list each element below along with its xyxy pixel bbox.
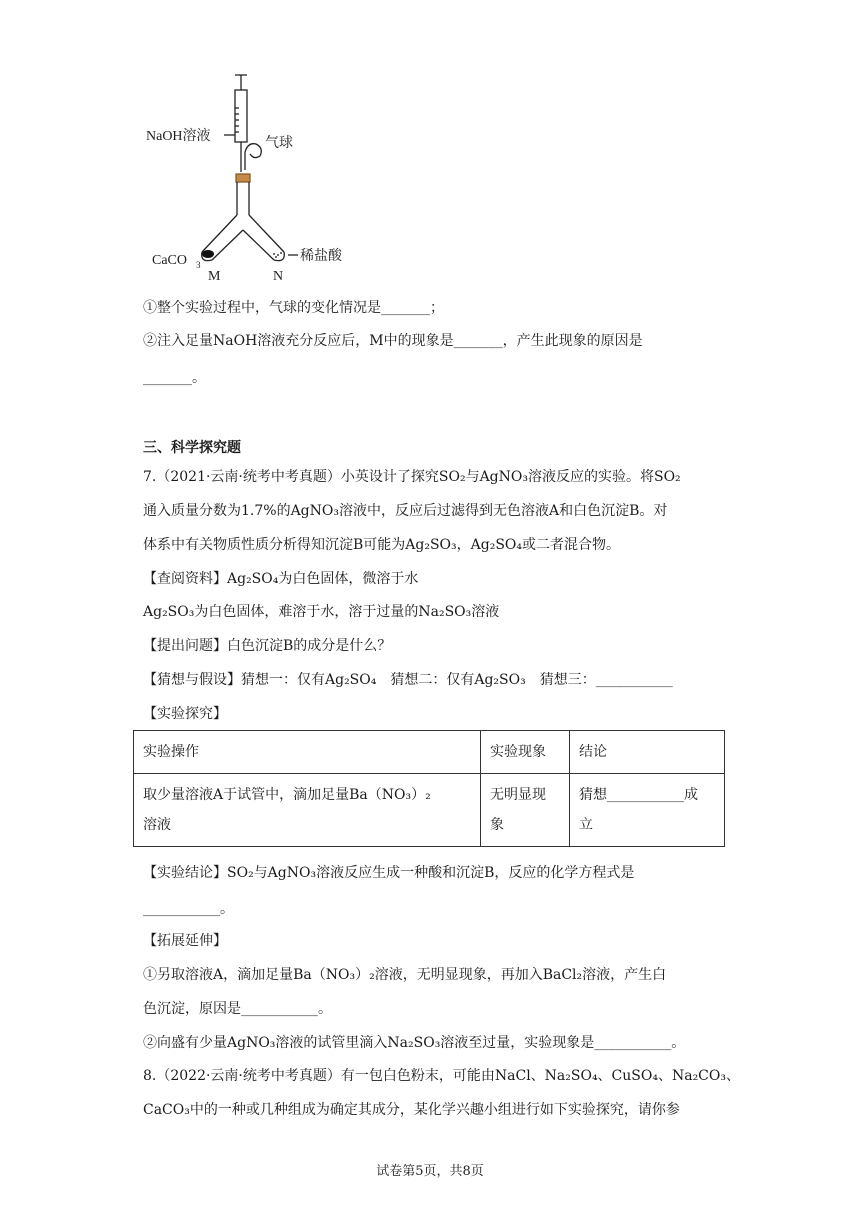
q6-subquestion-2-blank: _______。 (143, 370, 206, 386)
q7-line-3: 体系中有关物质性质分析得知沉淀B可能为Ag₂SO₃，Ag₂SO₄或二者混合物。 (143, 537, 621, 553)
q8-line-1: 8.（2022·云南·统考中考真题）有一包白色粉末，可能由NaCl、Na₂SO₄、CuSO₄、Na₂CO₃、 (143, 1068, 740, 1084)
table-cell-operation (134, 774, 481, 847)
page-footer: 试卷第5页，共8页 (376, 1164, 484, 1179)
q7-conclusion: 【实验结论】SO₂与AgNO₃溶液反应生成一种酸和沉淀B，反应的化学方程式是 (143, 865, 635, 881)
operation-line-2: 溶液 (143, 817, 171, 833)
caco3-subscript: 3 (196, 260, 201, 270)
caco3-label: CaCO (152, 253, 187, 268)
table-row (134, 774, 725, 847)
balloon-label: 气球 (265, 136, 293, 151)
n-label: N (273, 269, 284, 284)
q7-hypothesis: 【猜想与假设】猜想一：仅有Ag₂SO₄ 猜想二：仅有Ag₂SO₃ 猜想三：___________ (143, 672, 673, 688)
q6-subquestion-1: ①整个实验过程中，气球的变化情况是_______； (143, 300, 444, 316)
q7-conclusion-blank: ___________。 (143, 901, 234, 917)
q7-reference-info-2: Ag₂SO₃为白色固体，难溶于水，溶于过量的Na₂SO₃溶液 (143, 604, 500, 620)
q7-line-1: 7.（2021·云南·统考中考真题）小英设计了探究SO₂与AgNO₃溶液反应的实验。将SO₂ (143, 469, 681, 485)
q7-extend-1-cont: 色沉淀，原因是___________。 (143, 1001, 332, 1017)
naoh-label: NaOH溶液 (146, 129, 211, 144)
apparatus-figure (140, 70, 400, 285)
q7-explore-heading: 【实验探究】 (143, 706, 227, 722)
q7-extend-2: ②向盛有少量AgNO₃溶液的试管里滴入Na₂SO₃溶液至过量，实验现象是___________。 (143, 1035, 686, 1051)
phenomenon-line-2: 象 (490, 817, 504, 833)
q7-question: 【提出问题】白色沉淀B的成分是什么？ (143, 638, 392, 654)
phenomenon-line-1: 无明显现 (490, 787, 546, 803)
table-header-conclusion: 结论 (570, 731, 725, 774)
q7-extend-heading: 【拓展延伸】 (143, 933, 227, 949)
acid-label: 稀盐酸 (300, 249, 342, 264)
operation-line-1: 取少量溶液A于试管中，滴加足量Ba（NO₃）₂ (143, 787, 431, 803)
conclusion-line-1: 猜想___________成 (579, 787, 698, 803)
q7-line-2: 通入质量分数为1.7%的AgNO₃溶液中，反应后过滤得到无色溶液A和白色沉淀B。对 (143, 503, 668, 519)
table-cell-conclusion (570, 774, 725, 847)
table-cell-phenomenon (481, 774, 570, 847)
m-label: M (208, 269, 221, 284)
q7-extend-1: ①另取溶液A，滴加足量Ba（NO₃）₂溶液，无明显现象，再加入BaCl₂溶液，产生白 (143, 967, 667, 983)
experiment-table (133, 730, 725, 847)
table-header-phenomenon: 实验现象 (481, 731, 570, 774)
q8-line-2: CaCO₃中的一种或几种组成为确定其成分，某化学兴趣小组进行如下实验探究，请你参 (143, 1102, 680, 1118)
q7-reference-info-1: 【查阅资料】Ag₂SO₄为白色固体，微溶于水 (143, 571, 419, 587)
table-header-operation: 实验操作 (134, 731, 481, 774)
section-title: 三、科学探究题 (143, 440, 241, 456)
table-header-row (134, 731, 725, 774)
q6-subquestion-2: ②注入足量NaOH溶液充分反应后，M中的现象是_______，产生此现象的原因是 (143, 333, 643, 349)
conclusion-line-2: 立 (579, 817, 593, 833)
